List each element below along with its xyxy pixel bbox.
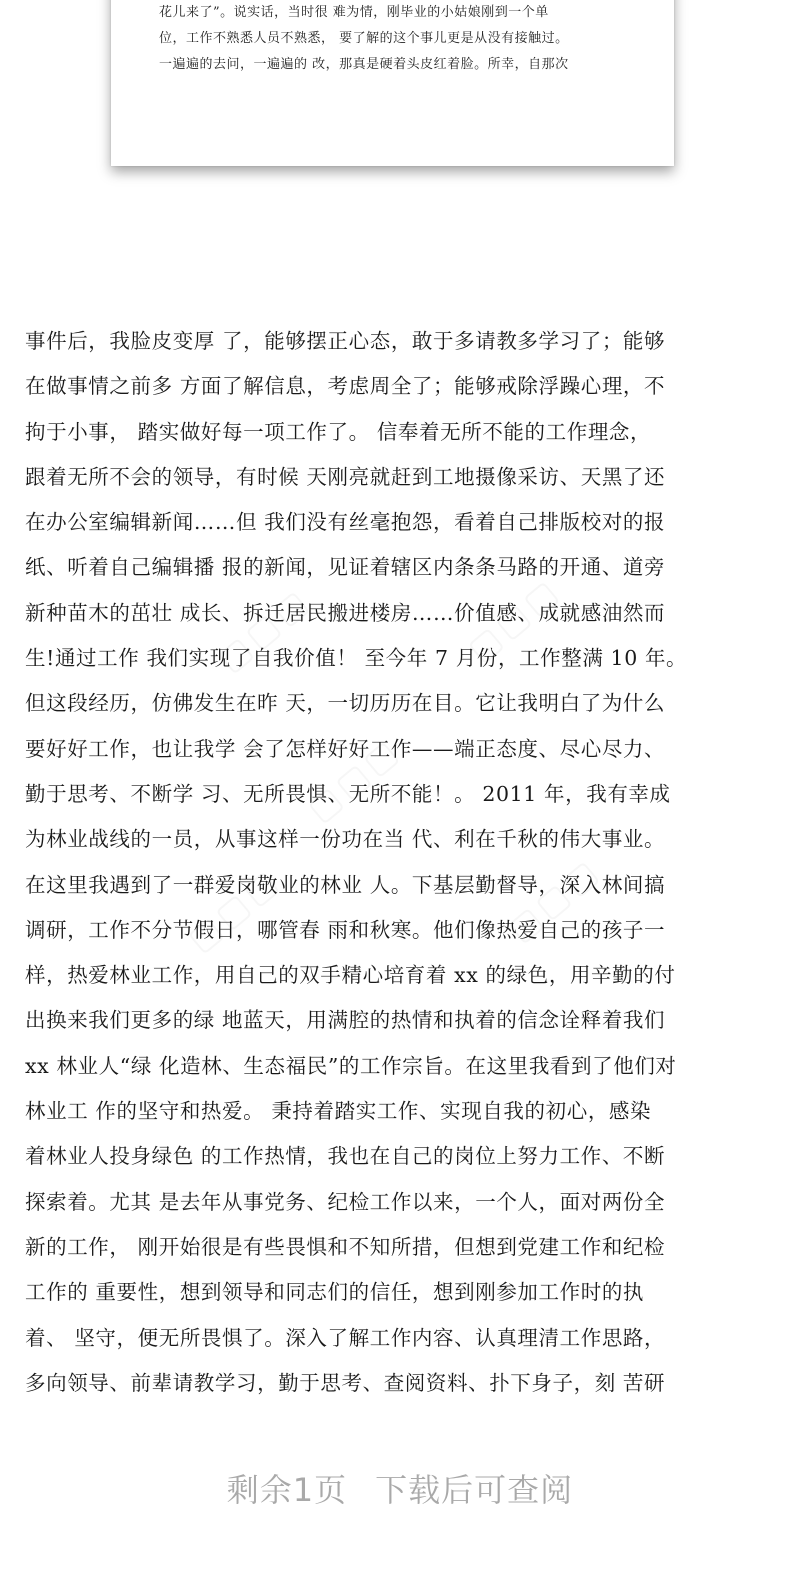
document-line: 事件后，我脸皮变厚 了，能够摆正心态，敢于多请教多学习了；能够 xyxy=(25,329,666,353)
preview-line: 花儿来了”。说实话，当时很 难为情，刚毕业的小姑娘刚到一个单 xyxy=(159,5,549,20)
document-line: 要好好工作，也让我学 会了怎样好好工作——端正态度、尽心尽力、 xyxy=(25,736,666,761)
document-line: 在这里我遇到了一群爱岗敬业的林业 人。下基层勤督导，深入林间搞 xyxy=(25,872,666,897)
document-line: 跟着无所不会的领导，有时候 天刚亮就赶到工地摄像采访、天黑了还 xyxy=(25,464,666,489)
document-line: 为林业战线的一员，从事这样一份功在当 代、利在千秋的伟大事业。 xyxy=(25,827,666,852)
watermark-icon: ▢▢▢ xyxy=(209,579,319,681)
document-line: 多向领导、前辈请教学习，勤于思考、查阅资料、扑下身子，刻 苦研 xyxy=(25,1370,666,1395)
document-line: 但这段经历，仿佛发生在昨 天，一切历历在目。它让我明白了为什么 xyxy=(25,691,666,716)
document-line: 着林业人投身绿色 的工作热情，我也在自己的岗位上努力工作、不断 xyxy=(25,1144,666,1169)
document-line: 新的工作， 刚开始很是有些畏惧和不知所措，但想到党建工作和纪检 xyxy=(25,1234,666,1259)
preview-text-block xyxy=(159,0,639,78)
watermark-icon: ▢▢▢ xyxy=(179,859,289,961)
document-line: 纸、听着自己编辑播 报的新闻，见证着辖区内条条马路的开通、道旁 xyxy=(25,555,666,580)
document-body xyxy=(25,319,770,1406)
watermark-icon: ▢▢▢ xyxy=(459,569,569,671)
document-line: 调研，工作不分节假日，哪管春 雨和秋寒。他们像热爱自己的孩子一 xyxy=(25,917,666,942)
watermark-icon: ▢▢▢ xyxy=(499,849,609,951)
document-line: 新种苗木的茁壮 成长、拆迁居民搬进楼房……价值感、成就感油然而 xyxy=(25,600,666,625)
watermark-icon: ▢▢▢ xyxy=(299,729,409,831)
remaining-pages-label: 剩余1页 xyxy=(226,1471,348,1509)
preview-line: 位，工作不熟悉人员不熟悉， 要了解的这个事儿更是从没有接触过。 xyxy=(159,31,569,46)
download-notice[interactable] xyxy=(0,1465,800,1511)
document-line: 勤于思考、不断学 习、无所畏惧、无所不能！。 2011 年，我有幸成 xyxy=(25,781,671,806)
document-line: 在办公室编辑新闻……但 我们没有丝毫抱怨，看着自己排版校对的报 xyxy=(25,510,666,535)
preview-line: 一遍遍的去问，一遍遍的 改，那真是硬着头皮红着脸。所幸，自那次 xyxy=(159,57,569,72)
preview-page-card xyxy=(111,0,674,166)
document-line: 拘于小事， 踏实做好每一项工作了。 信奉着无所不能的工作理念， xyxy=(25,419,652,444)
download-hint-label: 下载后可查阅 xyxy=(375,1471,574,1509)
document-line: xx 林业人“绿 化造林、生态福民”的工作宗旨。在这里我看到了他们对 xyxy=(25,1053,677,1078)
document-line: 林业工 作的坚守和热爱。 秉持着踏实工作、实现自我的初心，感染 xyxy=(25,1099,652,1124)
document-line: 探索着。尤其 是去年从事党务、纪检工作以来，一个人，面对两份全 xyxy=(25,1189,666,1214)
document-line: 生!通过工作 我们实现了自我价值！ 至今年 7 月份，工作整满 10 年。 xyxy=(25,646,688,671)
document-line: 在做事情之前多 方面了解信息，考虑周全了；能够戒除浮躁心理，不 xyxy=(25,374,666,399)
document-line: 样，热爱林业工作，用自己的双手精心培育着 xx 的绿色，用辛勤的付 xyxy=(25,963,676,988)
document-line: 着、 坚守，便无所畏惧了。深入了解工作内容、认真理清工作思路， xyxy=(25,1325,666,1350)
document-line: 出换来我们更多的绿 地蓝天，用满腔的热情和执着的信念诠释着我们 xyxy=(25,1008,666,1033)
document-line: 工作的 重要性，想到领导和同志们的信任，想到刚参加工作时的执 xyxy=(25,1280,645,1305)
